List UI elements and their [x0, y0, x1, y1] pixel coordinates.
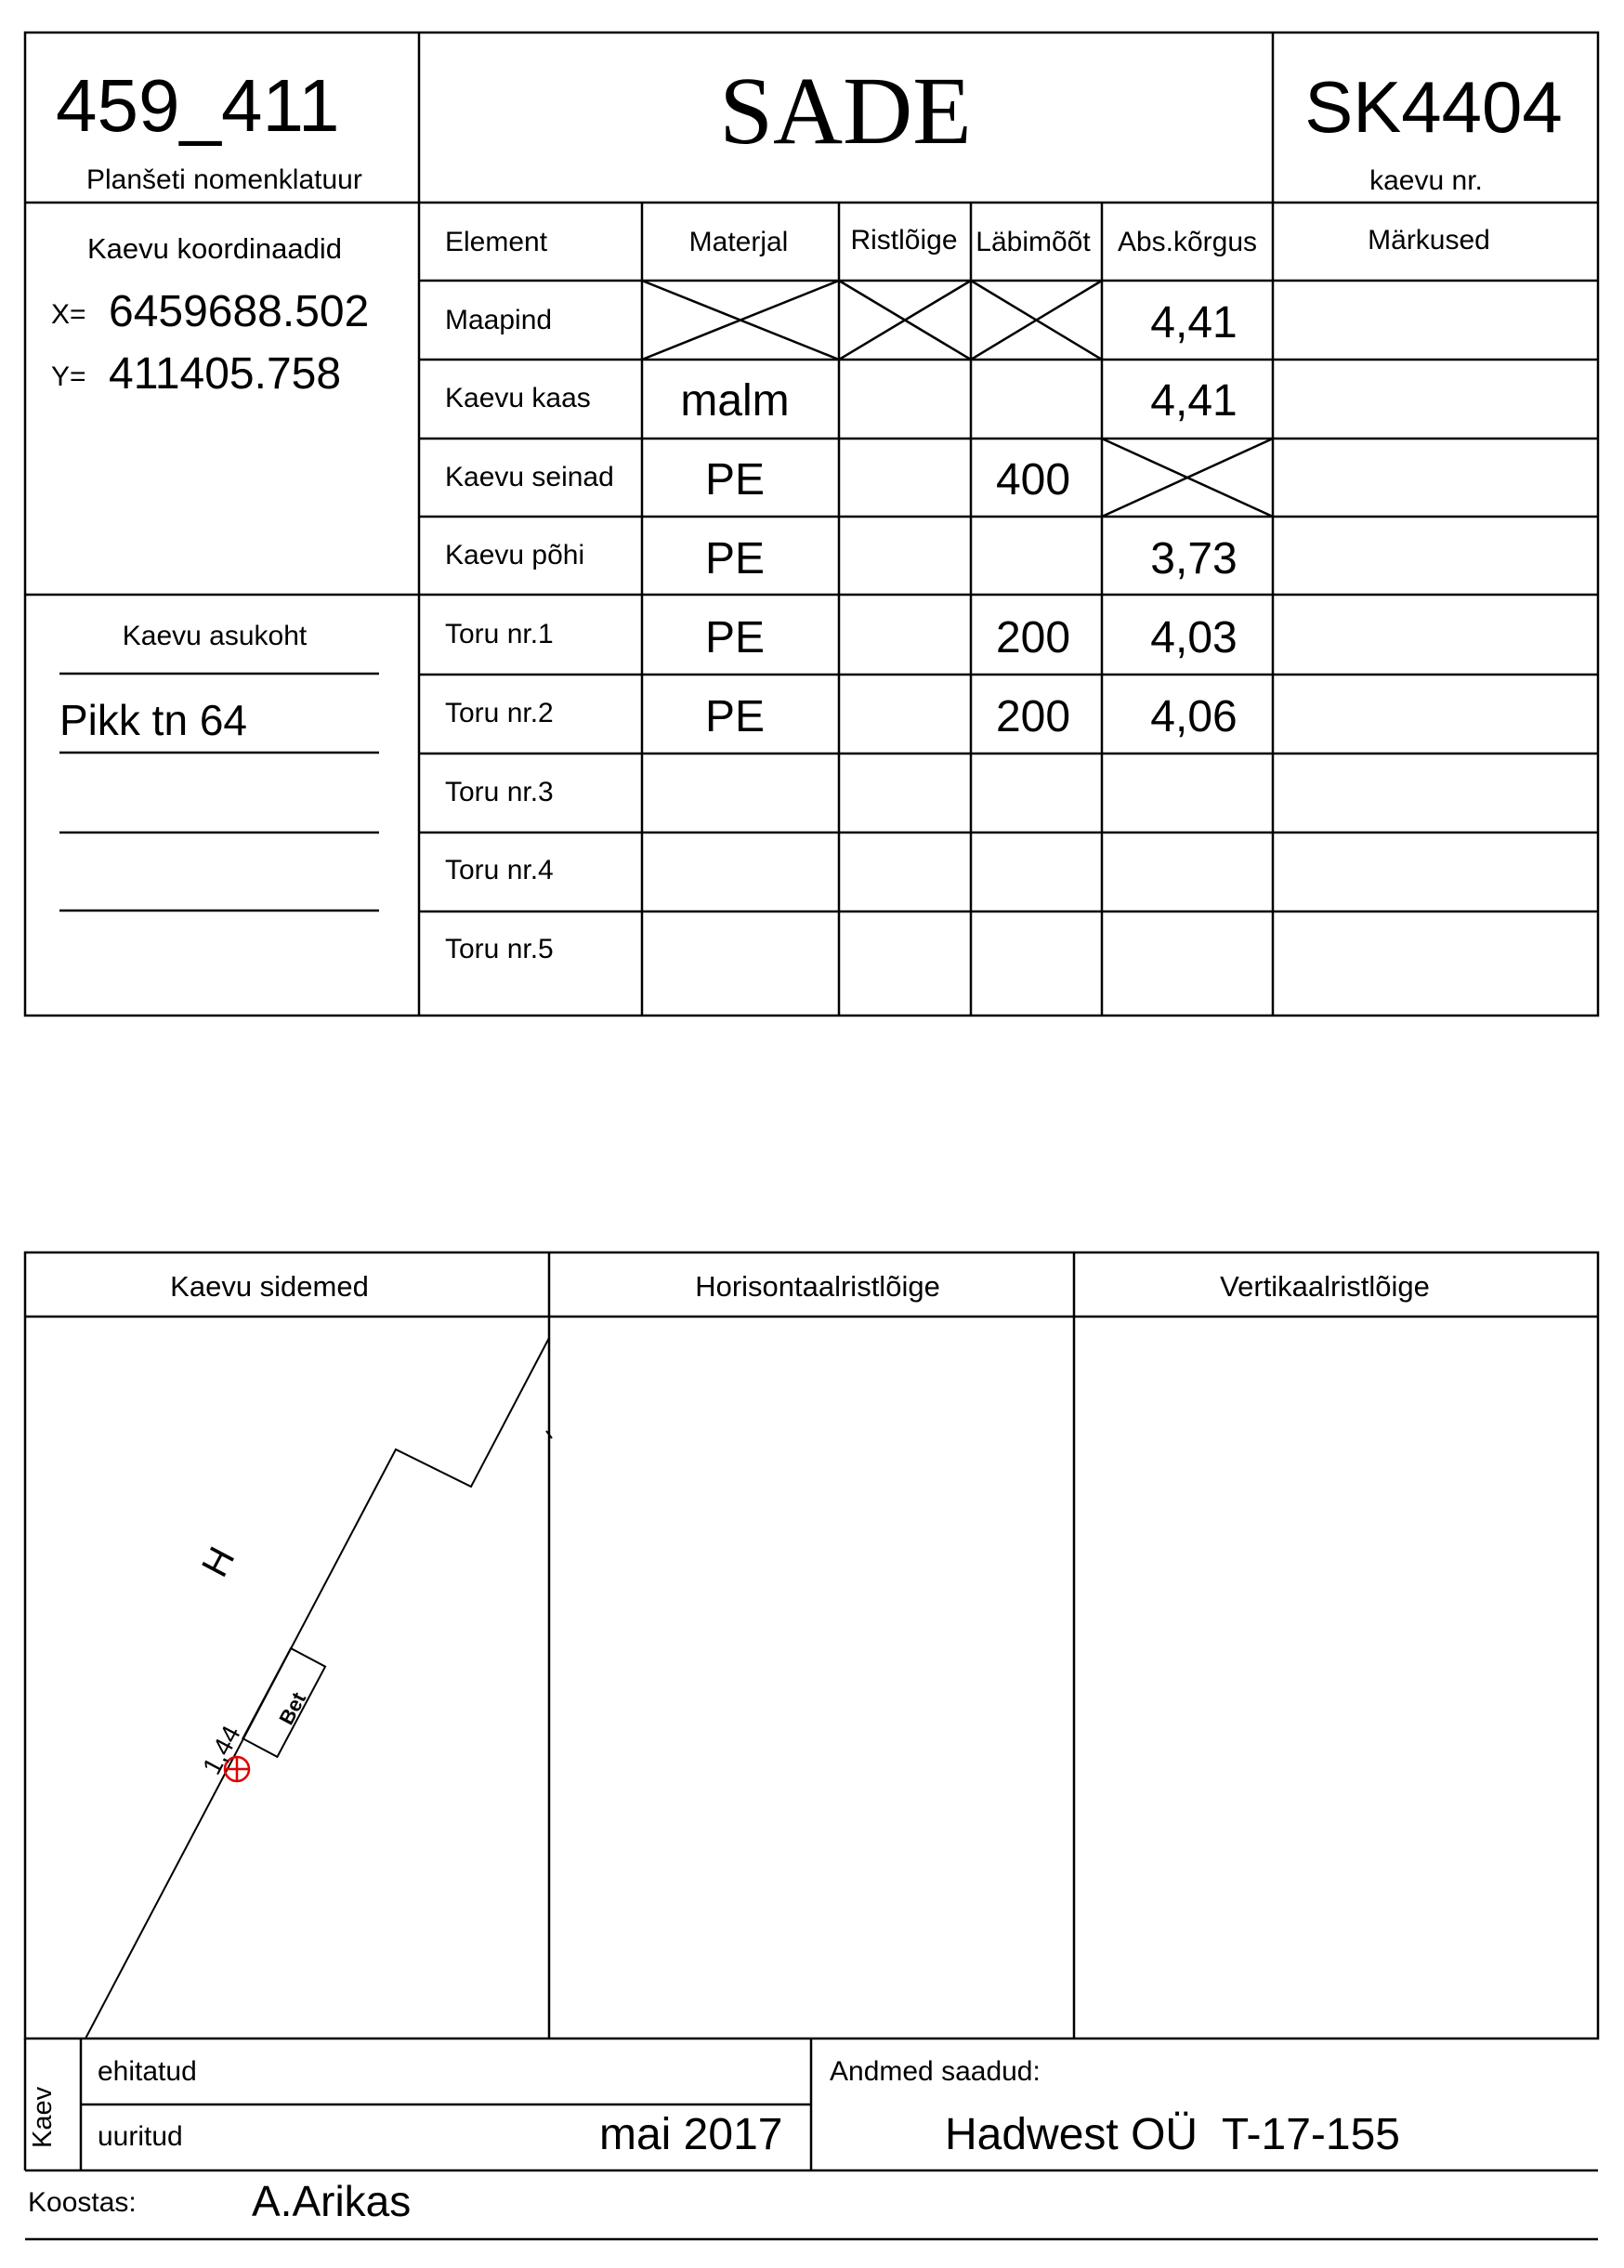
row-diameter: 200: [995, 613, 1071, 662]
y-label: Y=: [51, 361, 86, 392]
plansheet-number: 459_411: [56, 64, 340, 147]
row-element: Toru nr.2: [445, 698, 554, 728]
location-label: Kaevu asukoht: [122, 621, 308, 651]
row-element: Kaevu kaas: [445, 383, 591, 413]
compiled-by: A.Arikas: [252, 2177, 412, 2225]
header-diameter: Läbimõõt: [976, 227, 1091, 257]
well-label: kaevu nr.: [1369, 165, 1483, 196]
header-abs-height: Abs.kõrgus: [1117, 227, 1258, 257]
row-material: PE: [704, 455, 766, 505]
well-number: SK4404: [1304, 66, 1563, 148]
surveyed-date: mai 2017: [599, 2110, 783, 2159]
header-material: Materjal: [688, 227, 789, 257]
x-value: 6459688.502: [109, 287, 370, 336]
data-received-label: Andmed saadud:: [830, 2056, 1041, 2087]
location-address: Pikk tn 64: [59, 696, 247, 744]
row-material: malm: [680, 376, 790, 426]
surveyed-label: uuritud: [98, 2121, 183, 2152]
row-abs-height: 3,73: [1150, 534, 1238, 583]
y-value: 411405.758: [109, 349, 342, 399]
kaev-label: Kaev: [28, 2086, 58, 2148]
header-notes: Märkused: [1368, 225, 1490, 256]
row-element: Toru nr.1: [445, 619, 554, 649]
row-material: PE: [704, 692, 766, 741]
distance-label: 1,44: [196, 1721, 246, 1779]
vertical-section-heading: Vertikaalristlõige: [1220, 1270, 1430, 1303]
row-material: PE: [704, 534, 766, 583]
row-element: Kaevu seinad: [445, 462, 614, 492]
pipe-line: [85, 1338, 549, 2039]
row-diameter: 400: [995, 455, 1071, 505]
coordinates-label: Kaevu koordinaadid: [86, 232, 343, 265]
row-element: Toru nr.3: [445, 777, 554, 807]
well-connections-heading: Kaevu sidemed: [170, 1270, 369, 1303]
row-material: PE: [704, 613, 766, 662]
header-cross-section: Ristlõige: [850, 225, 958, 256]
compiled-label: Koostas:: [28, 2187, 137, 2218]
header-element: Element: [445, 227, 548, 257]
box-label: Bet: [274, 1688, 311, 1729]
data-source: Hadwest OÜ T-17-155: [944, 2110, 1401, 2159]
row-abs-height: 4,06: [1150, 692, 1238, 741]
row-element: Toru nr.5: [445, 934, 554, 964]
row-element: Toru nr.4: [445, 855, 554, 885]
row-abs-height: 4,41: [1150, 376, 1238, 426]
horizontal-section-heading: Horisontaalristlõige: [695, 1270, 940, 1303]
row-abs-height: 4,03: [1150, 613, 1238, 662]
x-label: X=: [51, 299, 86, 330]
page-title: SADE: [719, 58, 972, 164]
row-element: Kaevu põhi: [445, 540, 585, 570]
row-diameter: 200: [995, 692, 1071, 741]
building-label: H: [194, 1540, 243, 1584]
built-label: ehitatud: [98, 2056, 197, 2087]
plansheet-label: Planšeti nomenklatuur: [86, 164, 362, 195]
row-element: Maapind: [445, 305, 553, 335]
row-abs-height: 4,41: [1150, 298, 1238, 347]
